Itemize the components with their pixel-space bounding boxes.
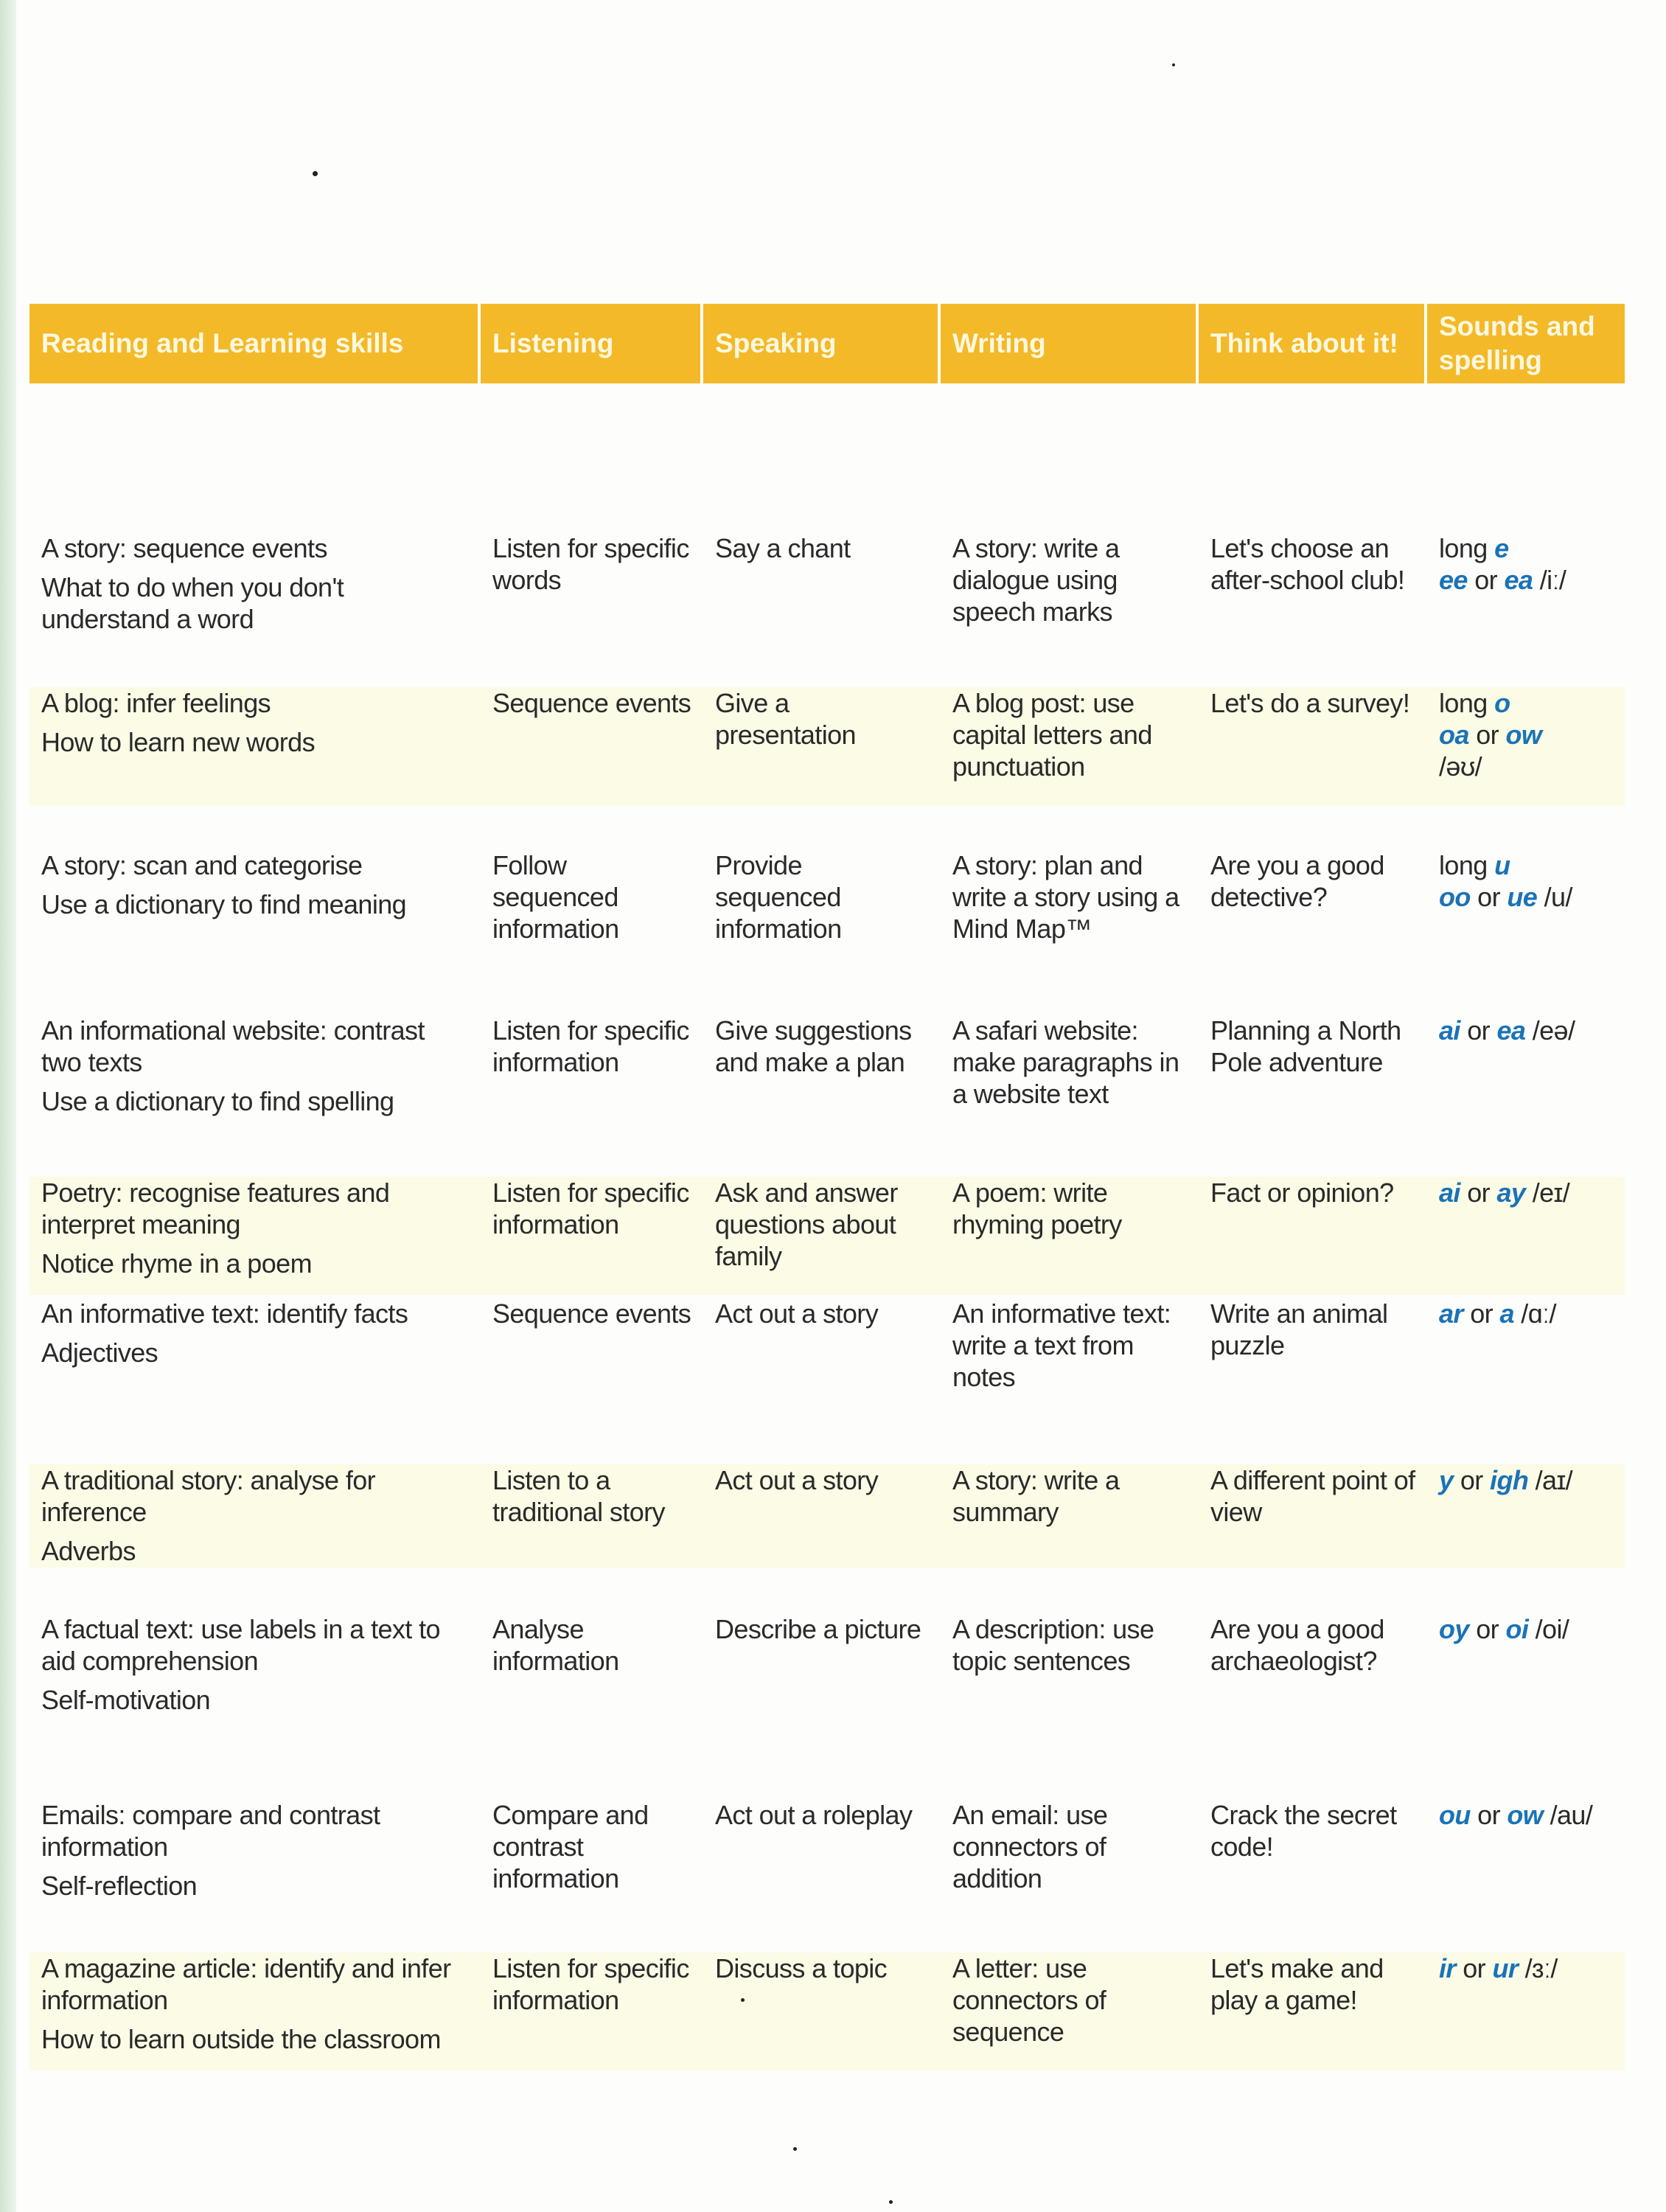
cell-speaking: Give suggestions and make a plan	[715, 1015, 912, 1077]
cell-writing: A story: plan and write a story using a Mind Map™	[952, 850, 1179, 944]
cell-sounds-and-spelling	[1427, 532, 1625, 658]
learning-skill: Adjectives	[41, 1338, 158, 1368]
cell-speaking: Act out a story	[715, 1465, 879, 1495]
cell-sounds-and-spelling	[1427, 1177, 1625, 1295]
speck	[793, 2147, 797, 2151]
cell-writing: An informative text: write a text from notes	[952, 1298, 1171, 1392]
phonics-text: or	[1470, 1800, 1508, 1830]
cell-speaking: Act out a roleplay	[715, 1800, 913, 1830]
phonics-text: /eɪ/	[1525, 1178, 1570, 1208]
cell-sounds-and-spelling	[1427, 1799, 1625, 1932]
cell-reading	[29, 1952, 481, 2070]
phonics-grapheme: y	[1439, 1465, 1454, 1495]
header-reading: Reading and Learning skills	[29, 304, 481, 383]
reading-skill: A blog: infer feelings	[41, 688, 271, 718]
speck	[741, 1998, 745, 2002]
cell-reading	[29, 1298, 481, 1423]
phonics-grapheme: a	[1499, 1298, 1514, 1329]
cell-speaking: Give a presentation	[715, 688, 856, 750]
learning-skill: Self-reflection	[41, 1871, 198, 1901]
learning-skill: Use a dictionary to find spelling	[41, 1086, 394, 1116]
phonics-text: /iː/	[1533, 565, 1566, 595]
reading-skill: A factual text: use labels in a text to aid comprehension	[41, 1614, 440, 1676]
cell-sounds-and-spelling	[1427, 687, 1625, 805]
phonics-grapheme: oi	[1505, 1614, 1529, 1644]
phonics-text: or	[1455, 1953, 1493, 1983]
table-row	[29, 1613, 1625, 1761]
phonics-text: /ɑː/	[1513, 1298, 1556, 1329]
phonics-text: or	[1463, 1298, 1500, 1329]
cell-think-about-it: A different point of view	[1210, 1465, 1415, 1527]
table-row	[29, 687, 1625, 805]
learning-skill: Use a dictionary to find meaning	[41, 889, 407, 919]
cell-writing: An email: use connectors of addition	[952, 1800, 1108, 1893]
phonics-grapheme: ea	[1504, 565, 1533, 595]
table-row	[29, 1177, 1625, 1295]
reading-skill: Emails: compare and contrast information	[41, 1800, 380, 1862]
cell-listening: Sequence events	[492, 1298, 691, 1329]
speck	[1172, 63, 1175, 66]
cell-writing: A story: write a summary	[952, 1465, 1120, 1527]
cell-speaking: Provide sequenced information	[715, 850, 842, 944]
speck	[313, 171, 318, 176]
cell-speaking: Discuss a topic	[715, 1953, 888, 1983]
header-speaking: Speaking	[703, 304, 941, 383]
header-writing: Writing	[941, 304, 1199, 383]
table-row	[29, 1464, 1625, 1568]
cell-reading	[29, 1613, 481, 1761]
cell-think-about-it: Are you a good archaeologist?	[1210, 1614, 1384, 1676]
reading-skill: A story: sequence events	[41, 533, 327, 563]
page-edge	[0, 0, 16, 2212]
phonics-grapheme: ay	[1496, 1178, 1526, 1208]
cell-listening: Listen for specific information	[492, 1178, 689, 1239]
cell-sounds-and-spelling	[1427, 1613, 1625, 1761]
phonics-grapheme: u	[1494, 850, 1510, 880]
cell-reading	[29, 849, 481, 975]
phonics-text: or	[1453, 1465, 1491, 1495]
cell-sounds-and-spelling	[1427, 1464, 1625, 1568]
cell-think-about-it: Let's choose an after-school club!	[1210, 533, 1405, 595]
cell-think-about-it: Fact or opinion?	[1210, 1178, 1394, 1208]
reading-skill: A magazine article: identify and infer information	[41, 1953, 451, 2015]
cell-sounds-and-spelling	[1427, 1015, 1625, 1133]
learning-skill: How to learn new words	[41, 727, 315, 757]
phonics-grapheme: ea	[1496, 1015, 1526, 1046]
table-header	[29, 304, 1625, 383]
cell-reading	[29, 532, 481, 658]
phonics-grapheme: ai	[1439, 1015, 1460, 1046]
cell-speaking: Say a chant	[715, 533, 851, 563]
reading-skill: An informative text: identify facts	[41, 1298, 408, 1329]
phonics-text: or	[1460, 1178, 1497, 1208]
cell-think-about-it: Let's make and play a game!	[1210, 1953, 1384, 2015]
speck	[889, 2200, 893, 2204]
phonics-text: or	[1468, 720, 1506, 750]
cell-speaking: Describe a picture	[715, 1614, 921, 1644]
cell-listening: Analyse information	[492, 1614, 619, 1676]
phonics-text: /ɜː/	[1518, 1953, 1558, 1983]
cell-reading	[29, 1177, 481, 1295]
table-row	[29, 532, 1625, 658]
phonics-text: /eə/	[1525, 1015, 1575, 1046]
cell-listening: Listen for specific information	[492, 1015, 689, 1077]
phonics-grapheme: oa	[1439, 720, 1469, 750]
cell-writing: A description: use topic sentences	[952, 1614, 1154, 1676]
phonics-text: long	[1439, 688, 1495, 718]
learning-skill: What to do when you don't understand a word	[41, 572, 344, 634]
phonics-grapheme: oy	[1439, 1614, 1469, 1644]
phonics-text: /u/	[1537, 882, 1572, 912]
phonics-text: /əʊ/	[1439, 751, 1482, 782]
cell-listening: Sequence events	[492, 688, 691, 718]
header-sounds-and-spelling: Sounds and spelling	[1427, 304, 1625, 383]
phonics-text: /au/	[1543, 1800, 1593, 1830]
phonics-grapheme: ar	[1439, 1298, 1463, 1329]
cell-think-about-it: Planning a North Pole adventure	[1210, 1015, 1401, 1077]
phonics-text: or	[1470, 882, 1508, 912]
table-row	[29, 849, 1625, 975]
phonics-grapheme: ur	[1492, 1953, 1519, 1983]
phonics-text: or	[1468, 1614, 1506, 1644]
phonics-text: /aɪ/	[1528, 1465, 1573, 1495]
reading-skill: An informational website: contrast two texts	[41, 1015, 425, 1077]
cell-think-about-it: Crack the secret code!	[1210, 1800, 1397, 1862]
cell-writing: A story: write a dialogue using speech marks	[952, 533, 1120, 627]
cell-listening: Compare and contrast information	[492, 1800, 649, 1893]
phonics-grapheme: e	[1494, 533, 1509, 563]
cell-listening: Follow sequenced information	[492, 850, 619, 944]
learning-skill: Adverbs	[41, 1536, 136, 1566]
cell-think-about-it: Are you a good detective?	[1210, 850, 1384, 912]
phonics-grapheme: ow	[1507, 1800, 1544, 1830]
cell-reading	[29, 687, 481, 805]
header-listening: Listening	[481, 304, 703, 383]
phonics-text: long	[1439, 850, 1495, 880]
cell-sounds-and-spelling	[1427, 849, 1625, 975]
cell-sounds-and-spelling	[1427, 1952, 1625, 2070]
table-row	[29, 1298, 1625, 1423]
cell-sounds-and-spelling	[1427, 1298, 1625, 1423]
phonics-text: /oi/	[1528, 1614, 1569, 1644]
cell-listening: Listen to a traditional story	[492, 1465, 665, 1527]
reading-skill: A traditional story: analyse for inference	[41, 1465, 376, 1527]
header-think-about-it: Think about it!	[1199, 304, 1427, 383]
phonics-grapheme: igh	[1490, 1465, 1529, 1495]
phonics-grapheme: ue	[1507, 882, 1538, 912]
phonics-grapheme: o	[1494, 688, 1510, 718]
cell-speaking: Ask and answer questions about family	[715, 1178, 898, 1271]
learning-skill: How to learn outside the classroom	[41, 2024, 441, 2054]
phonics-grapheme: ai	[1439, 1178, 1460, 1208]
phonics-grapheme: ir	[1439, 1953, 1456, 1983]
table-row	[29, 1952, 1625, 2070]
cell-think-about-it: Let's do a survey!	[1210, 688, 1410, 718]
cell-reading	[29, 1464, 481, 1568]
cell-listening: Listen for specific information	[492, 1953, 689, 2015]
phonics-text: or	[1460, 1015, 1497, 1046]
reading-skill: A story: scan and categorise	[41, 850, 363, 880]
cell-writing: A letter: use connectors of sequence	[952, 1953, 1106, 2047]
table-row	[29, 1799, 1625, 1932]
reading-skill: Poetry: recognise features and interpret meaning	[41, 1178, 390, 1239]
cell-think-about-it: Write an animal puzzle	[1210, 1298, 1388, 1360]
phonics-grapheme: ow	[1505, 720, 1542, 750]
cell-reading	[29, 1015, 481, 1133]
learning-skill: Self-motivation	[41, 1685, 211, 1715]
cell-writing: A blog post: use capital letters and punctuation	[952, 688, 1152, 782]
learning-skill: Notice rhyme in a poem	[41, 1248, 312, 1279]
phonics-text: or	[1467, 565, 1505, 595]
cell-writing: A poem: write rhyming poetry	[952, 1178, 1122, 1239]
phonics-grapheme: ou	[1439, 1800, 1471, 1830]
cell-listening: Listen for specific words	[492, 533, 689, 595]
table-row	[29, 1015, 1625, 1133]
cell-reading	[29, 1799, 481, 1932]
cell-speaking: Act out a story	[715, 1298, 879, 1329]
cell-writing: A safari website: make paragraphs in a website text	[952, 1015, 1179, 1109]
phonics-grapheme: oo	[1439, 882, 1471, 912]
phonics-grapheme: ee	[1439, 565, 1468, 595]
phonics-text: long	[1439, 533, 1495, 563]
